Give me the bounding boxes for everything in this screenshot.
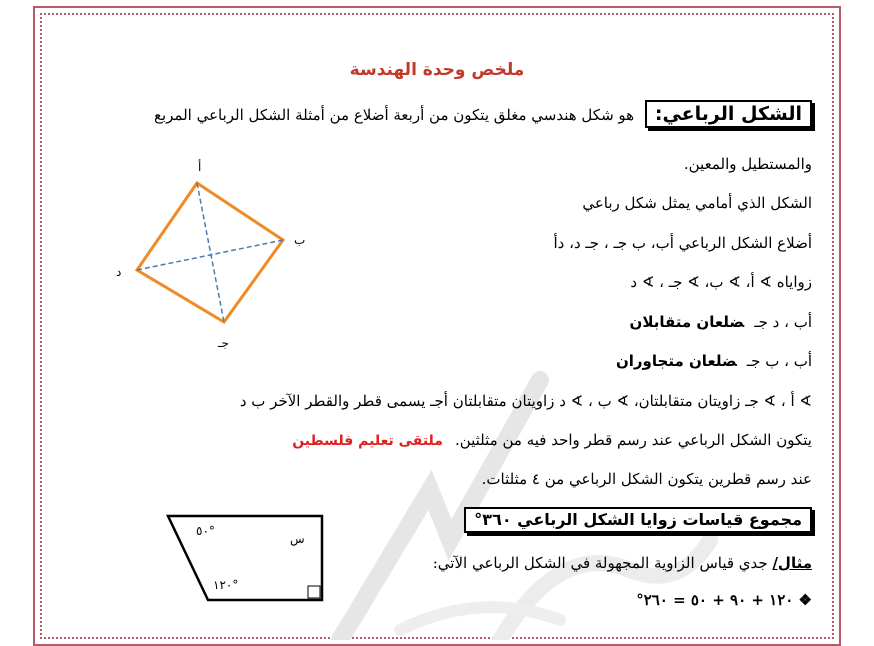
example-text: جدي قياس الزاوية المجهولة في الشكل الرباعي الآتي: — [432, 554, 768, 572]
page-title: ملخص وحدة الهندسة — [349, 60, 525, 80]
angle-label-120: ١٢٠° — [213, 578, 239, 592]
opposite-sides-label: ضلعان متقابلان — [629, 313, 745, 331]
opposite-sides-prefix: أب ، د جـ — [754, 313, 812, 331]
text-line-2: أضلاع الشكل الرباعي أب، ب جـ ، جـ د، دأ — [553, 234, 812, 252]
one-diagonal-text: يتكون الشكل الرباعي عند رسم قطر واحد فيه من مثلثين. — [454, 431, 812, 449]
vertex-label-d: د — [116, 265, 122, 279]
adjacent-sides-prefix: أب ، ب جـ — [746, 352, 812, 370]
angle-label-50: ٥٠° — [196, 524, 215, 538]
text-line-3: زواياه ∢ أ، ∢ ب، ∢ جـ ، ∢ د — [630, 273, 812, 291]
definition-continuation: والمستطيل والمعين. — [683, 155, 812, 173]
vertex-label-a: أ — [198, 160, 202, 174]
definition-text: هو شكل هندسي مغلق يتكون من أربعة أضلاع من أمثلة الشكل الرباعي المربع — [153, 106, 635, 124]
text-line-6: ∢ أ ، ∢ جـ زاويتان متقابلتان، ∢ ب ، ∢ د زاويتان متقابلتان أجـ يسمى قطر والقطر الآخر ب د — [239, 392, 812, 410]
unknown-angle-label: س — [290, 532, 305, 546]
term-box: الشكل الرباعي: — [645, 100, 812, 128]
adjacent-sides-label: ضلعان متجاوران — [615, 352, 737, 370]
text-line-8: عند رسم قطرين يتكون الشكل الرباعي من ٤ مثلثات. — [481, 470, 812, 488]
quadrilateral-figure — [137, 183, 283, 322]
text-line-1: الشكل الذي أمامي يمثل شكل رباعي — [582, 194, 812, 212]
trapezoid-figure — [168, 516, 322, 600]
angle-sum-box: مجموع قياسات زوايا الشكل الرباعي ٣٦٠° — [464, 507, 812, 533]
equation-line: ❖ ١٢٠ + ٩٠ + ٥٠ = ٢٦٠° — [636, 591, 812, 609]
vertex-label-b: ب — [294, 233, 306, 247]
vertex-label-c: جـ — [218, 336, 229, 350]
example-label: مثال/ — [772, 554, 812, 572]
source-note: ملتقى تعليم فلسطين — [292, 433, 443, 449]
